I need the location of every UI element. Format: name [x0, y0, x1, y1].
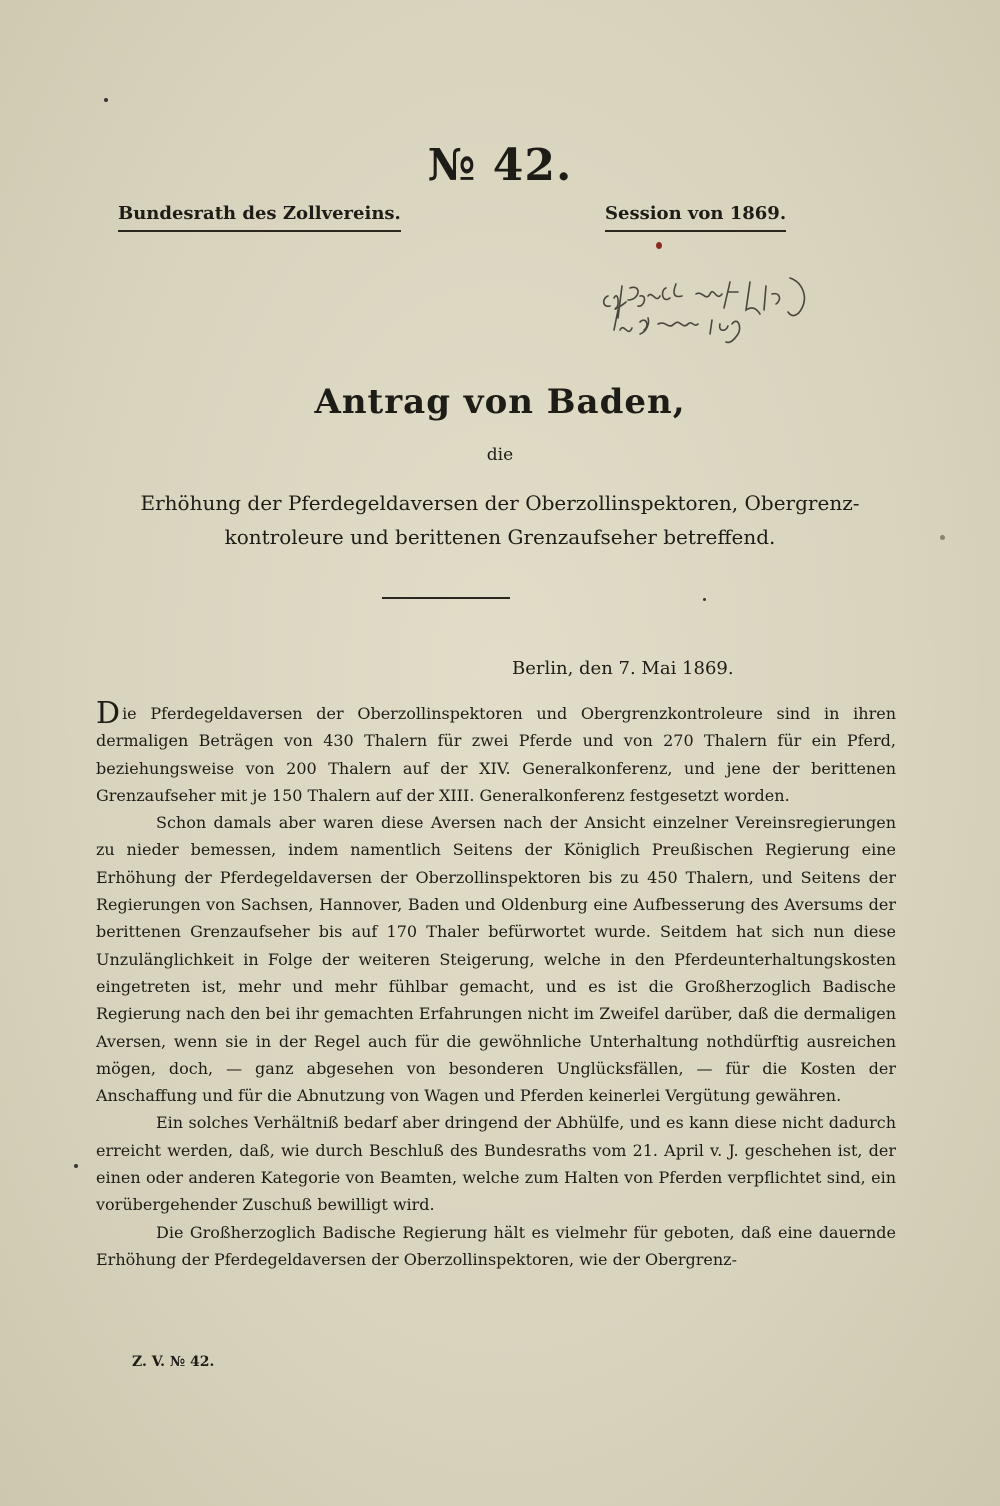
date-line: Berlin, den 7. Mai 1869. [512, 658, 734, 679]
divider [382, 597, 510, 599]
drop-cap: D [96, 696, 121, 731]
speck [656, 242, 662, 249]
handwriting-icon [600, 268, 830, 348]
page-title: Antrag von Baden, [314, 382, 686, 422]
speck [104, 98, 108, 102]
speck [74, 1164, 78, 1168]
paragraph-text: ie Pferdegeldaversen der Oberzollinspektoren und Obergrenzkontroleure sind in ihren dermaligen Beträgen von 430 Thalern für zwei Pferde und von 270 Thalern für ein Pferd, beziehungsweise von 200 Thalern auf der XIV. Generalkonferenz, und jene der berittenen Grenzaufseher mit je 150 Thalern auf der XIII. Generalkonferenz festgesetzt worden. [96, 704, 896, 805]
document-number: № 42. [427, 140, 573, 191]
handwritten-annotation [600, 268, 830, 348]
title-connector: die [486, 445, 514, 465]
subtitle: Erhöhung der Pferdegeldaversen der Oberzollinspektoren, Obergrenz-kontroleure und berittenen Grenzaufseher betreffend. [140, 491, 860, 549]
header-right: Session von 1869. [605, 203, 786, 232]
footer-signature: Z. V. № 42. [132, 1354, 215, 1370]
paragraph: Die Großherzoglich Badische Regierung hält es vielmehr für geboten, daß eine dauernde Erhöhung der Pferdegeldaversen der Oberzollinspektoren, wie der Obergrenz- [96, 1222, 896, 1269]
paragraph [96, 696, 896, 809]
header-left: Bundesrath des Zollvereins. [118, 203, 401, 232]
body-text [96, 696, 896, 1273]
paragraph: Ein solches Verhältniß bedarf aber dringend der Abhülfe, und es kann diese nicht dadurch erreicht werden, daß, wie durch Beschluß des Bundesraths vom 21. April v. J. geschehen ist, der einen oder anderen Kategorie von Beamten, welche zum Halten von Pferden verpflichtet sind, ein vorübergehender Zuschuß bewilligt wird. [96, 1113, 896, 1215]
speck [703, 598, 706, 601]
paragraph: Schon damals aber waren diese Aversen nach der Ansicht einzelner Vereinsregierungen zu nieder bemessen, indem namentlich Seitens der Königlich Preußischen Regierung eine Erhöhung der Pferdegeldaversen der Oberzollinspektoren bis zu 450 Thalern, und Seitens der Regierungen von Sachsen, Hannover, Baden und Oldenburg eine Aufbesserung des Aversums der berittenen Grenzaufseher bis auf 170 Thaler befürwortet wurde. Seitdem hat sich nun diese Unzulänglichkeit in Folge der weiteren Steigerung, welche in den Pferdeunterhaltungskosten eingetreten ist, mehr und mehr fühlbar gemacht, und es ist die Großherzoglich Badische Regierung nach den bei ihr gemachten Erfahrungen nicht im Zweifel darüber, daß die dermaligen Aversen, wenn sie in der Regel auch für die gewöhnliche Unterhaltung nothdürftig ausreichen mögen, doch, — ganz abgesehen von besonderen Unglücksfällen, — für die Kosten der Anschaffung und für die Abnutzung von Wagen und Pferden keinerlei Vergütung gewähren. [96, 813, 896, 1106]
speck [940, 535, 945, 540]
